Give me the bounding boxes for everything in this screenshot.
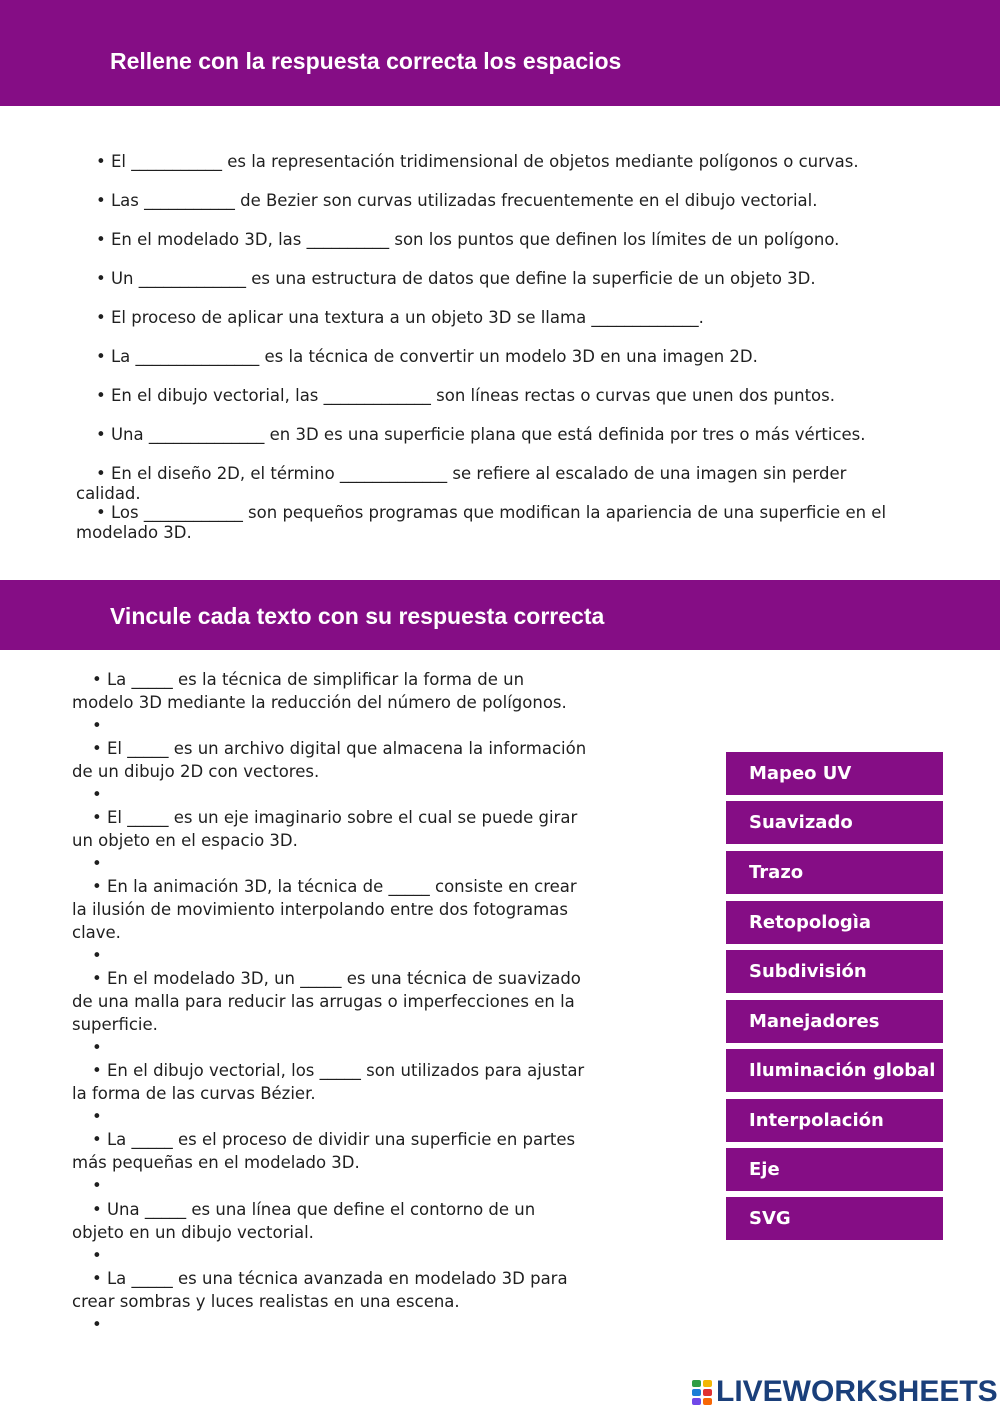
- section1-banner: [0, 0, 1000, 106]
- drop-target[interactable]: •: [92, 1246, 102, 1265]
- logo-text: LIVEWORKSHEETS: [716, 1375, 998, 1408]
- logo-square: [692, 1380, 701, 1387]
- logo-square: [703, 1380, 712, 1387]
- logo-square: [692, 1398, 701, 1405]
- drop-target[interactable]: •: [92, 716, 102, 735]
- fill-item: • Las ___________ de Bezier son curvas utilizadas frecuentemente en el dibujo vectorial.: [96, 191, 818, 210]
- section2-banner: [0, 580, 1000, 650]
- fill-item: • Una ______________ en 3D es una superficie plana que está definida por tres o más vértices.: [96, 425, 866, 444]
- drop-target[interactable]: •: [92, 1315, 102, 1334]
- fill-item: • La _______________ es la técnica de convertir un modelo 3D en una imagen 2D.: [96, 347, 758, 366]
- drop-target[interactable]: •: [92, 1176, 102, 1195]
- answer-option[interactable]: Mapeo UV: [726, 752, 943, 795]
- match-question: • En el modelado 3D, un _____ es una técnica de suavizado de una malla para reducir las arrugas o imperfecciones en la superficie. •: [72, 967, 587, 1059]
- fill-item: • En el diseño 2D, el término _____________ se refiere al escalado de una imagen sin perder calidad.: [76, 464, 847, 503]
- answer-option[interactable]: Retopologìa: [726, 901, 943, 944]
- fill-item: • En el dibujo vectorial, las _____________ son líneas rectas o curvas que unen dos puntos.: [96, 386, 835, 405]
- match-question: • La _____ es el proceso de dividir una superficie en partes más pequeñas en el modelado 3D. •: [72, 1128, 587, 1197]
- logo-square: [703, 1389, 712, 1396]
- answer-option[interactable]: Interpolación: [726, 1099, 943, 1142]
- match-question: • La _____ es la técnica de simplificar la forma de un modelo 3D mediante la reducción del número de polígonos. •: [72, 668, 587, 737]
- answer-option[interactable]: Manejadores: [726, 1000, 943, 1043]
- match-question: • En la animación 3D, la técnica de _____ consiste en crear la ilusión de movimiento interpolando entre dos fotogramas clave. •: [72, 875, 587, 967]
- answer-option[interactable]: Subdivisión: [726, 950, 943, 993]
- drop-target[interactable]: •: [92, 854, 102, 873]
- match-question: • Una _____ es una línea que define el contorno de un objeto en un dibujo vectorial. •: [72, 1198, 587, 1267]
- match-question: • En el dibujo vectorial, los _____ son utilizados para ajustar la forma de las curvas Bézier. •: [72, 1059, 587, 1128]
- drop-target[interactable]: •: [92, 946, 102, 965]
- fill-item: • En el modelado 3D, las __________ son los puntos que definen los límites de un polígono.: [96, 230, 840, 249]
- answer-option[interactable]: Trazo: [726, 851, 943, 894]
- section1-title: Rellene con la respuesta correcta los espacios: [110, 48, 622, 74]
- match-question: • El _____ es un archivo digital que almacena la información de un dibujo 2D con vectores. •: [72, 739, 587, 804]
- liveworksheets-logo: [692, 1375, 998, 1409]
- answer-option[interactable]: Iluminación global: [726, 1049, 943, 1092]
- fill-item: • Un _____________ es una estructura de datos que define la superficie de un objeto 3D.: [96, 269, 816, 288]
- section2-title: Vincule cada texto con su respuesta correcta: [110, 603, 605, 629]
- fill-item: • Los ____________ son pequeños programas que modifican la apariencia de una superficie en el modelado 3D.: [76, 503, 887, 542]
- answer-option[interactable]: SVG: [726, 1197, 943, 1240]
- drop-target[interactable]: •: [92, 1038, 102, 1057]
- answer-option[interactable]: Suavizado: [726, 801, 943, 844]
- drop-target[interactable]: •: [92, 785, 102, 804]
- logo-mark-icon: [692, 1380, 712, 1405]
- match-question: • El _____ es un eje imaginario sobre el cual se puede girar un objeto en el espacio 3D. •: [72, 806, 587, 875]
- answer-option[interactable]: Eje: [726, 1148, 943, 1191]
- drop-target[interactable]: •: [92, 1107, 102, 1126]
- fill-item: • El ___________ es la representación tridimensional de objetos mediante polígonos o curvas.: [96, 152, 859, 171]
- logo-square: [692, 1389, 701, 1396]
- match-question: • La _____ es una técnica avanzada en modelado 3D para crear sombras y luces realistas en una escena. •: [72, 1267, 587, 1336]
- logo-square: [703, 1398, 712, 1405]
- fill-item: • El proceso de aplicar una textura a un objeto 3D se llama _____________.: [96, 308, 704, 327]
